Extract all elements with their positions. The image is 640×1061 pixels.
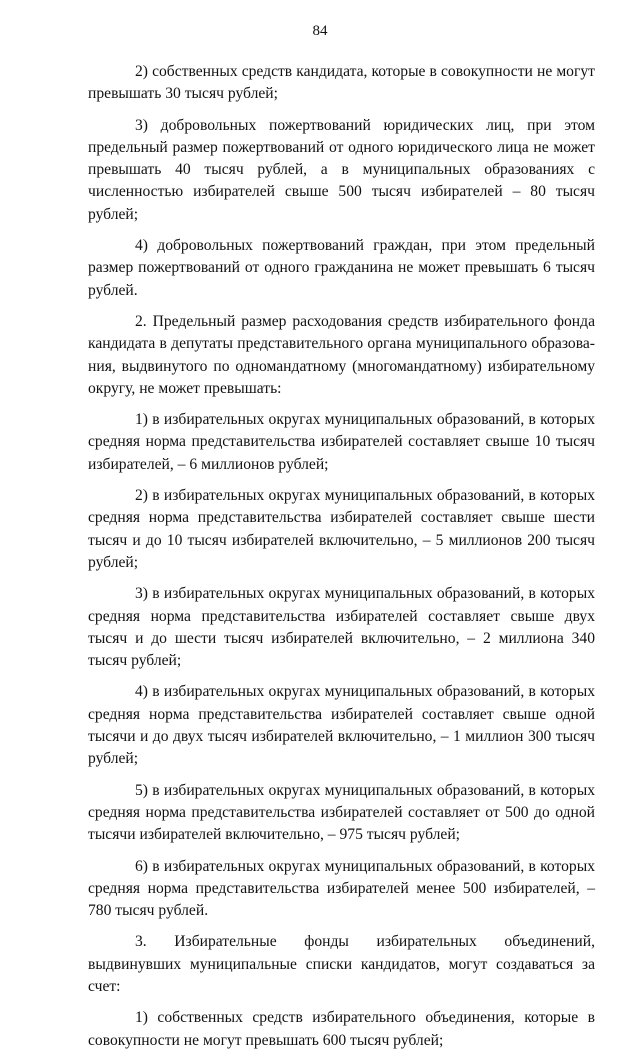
paragraph-limit-2: 2) в избирательных округах муниципальных образований, в которых средняя норма представительства избирателей составляет свыше шести тысяч и до 10 тысяч избирателей включительно, – 5 миллионов 200 тысяч рублей; xyxy=(88,487,595,571)
paragraph-limit-5: 5) в избирательных округах муниципальных образований, в которых средняя норма представительства избирателей составляет от 500 до одной тысячи избирателей включительно, – 975 тысяч рублей; xyxy=(88,781,595,844)
paragraph-limit-1: 1) в избирательных округах муниципальных образований, в которых средняя норма представительства избирателей составляет свыше 10 тысяч избирателей, – 6 миллионов рублей; xyxy=(88,411,595,473)
paragraph-2-2: 2) собственных средств кандидата, которые в совокупности не могут превышать 30 тысяч рублей; xyxy=(88,63,595,103)
paragraph-limit-4: 4) в избирательных округах муниципальных образований, в которых средняя норма представительства избирателей составляет свыше одной тысячи и до двух тысяч избирателей включительно, – 1 миллион 300 тысяч рублей; xyxy=(88,683,595,768)
paragraph-section-2: 2. Предельный размер расходования средств избирательного фонда кандидата в депутаты представительного органа муниципального образования, выдвинутого по одномандатному (многомандатному) избирательному округу, не может превышать: xyxy=(88,312,595,397)
paragraph-limit-6: 6) в избирательных округах муниципальных образований, в которых средняя норма представительства избирателей менее 500 избирателей, – 780 тысяч рублей. xyxy=(88,857,595,920)
paragraph-2-3: 3) добровольных пожертвований юридических лиц, при этом предельный размер пожертвований от одного юридического лица не может превышать 40 тысяч рублей, а в муниципальных образованиях с численностью избирателей свыше 500 тысяч избирателей – 80 тысяч рублей; xyxy=(88,116,595,223)
paragraph-section-3: 3. Избирательные фонды избирательных объединений, выдвинувших муниципальные списки кандидатов, могут создаваться за счет: xyxy=(88,933,595,995)
paragraph-limit-3: 3) в избирательных округах муниципальных образований, в которых средняя норма представительства избирателей составляет свыше двух тысяч и до шести тысяч избирателей включительно, – 2 миллиона 340 тысяч рублей; xyxy=(88,585,595,670)
document-body xyxy=(88,61,595,1061)
paragraph-2-4: 4) добровольных пожертвований граждан, при этом предельный размер пожертвований от одного гражданина не может превышать 6 тысяч рублей. xyxy=(88,237,595,299)
paragraph-3-1: 1) собственных средств избирательного объединения, которые в совокупности не могут превышать 600 тысяч рублей; xyxy=(88,1009,595,1049)
page-number: 84 xyxy=(312,23,328,39)
